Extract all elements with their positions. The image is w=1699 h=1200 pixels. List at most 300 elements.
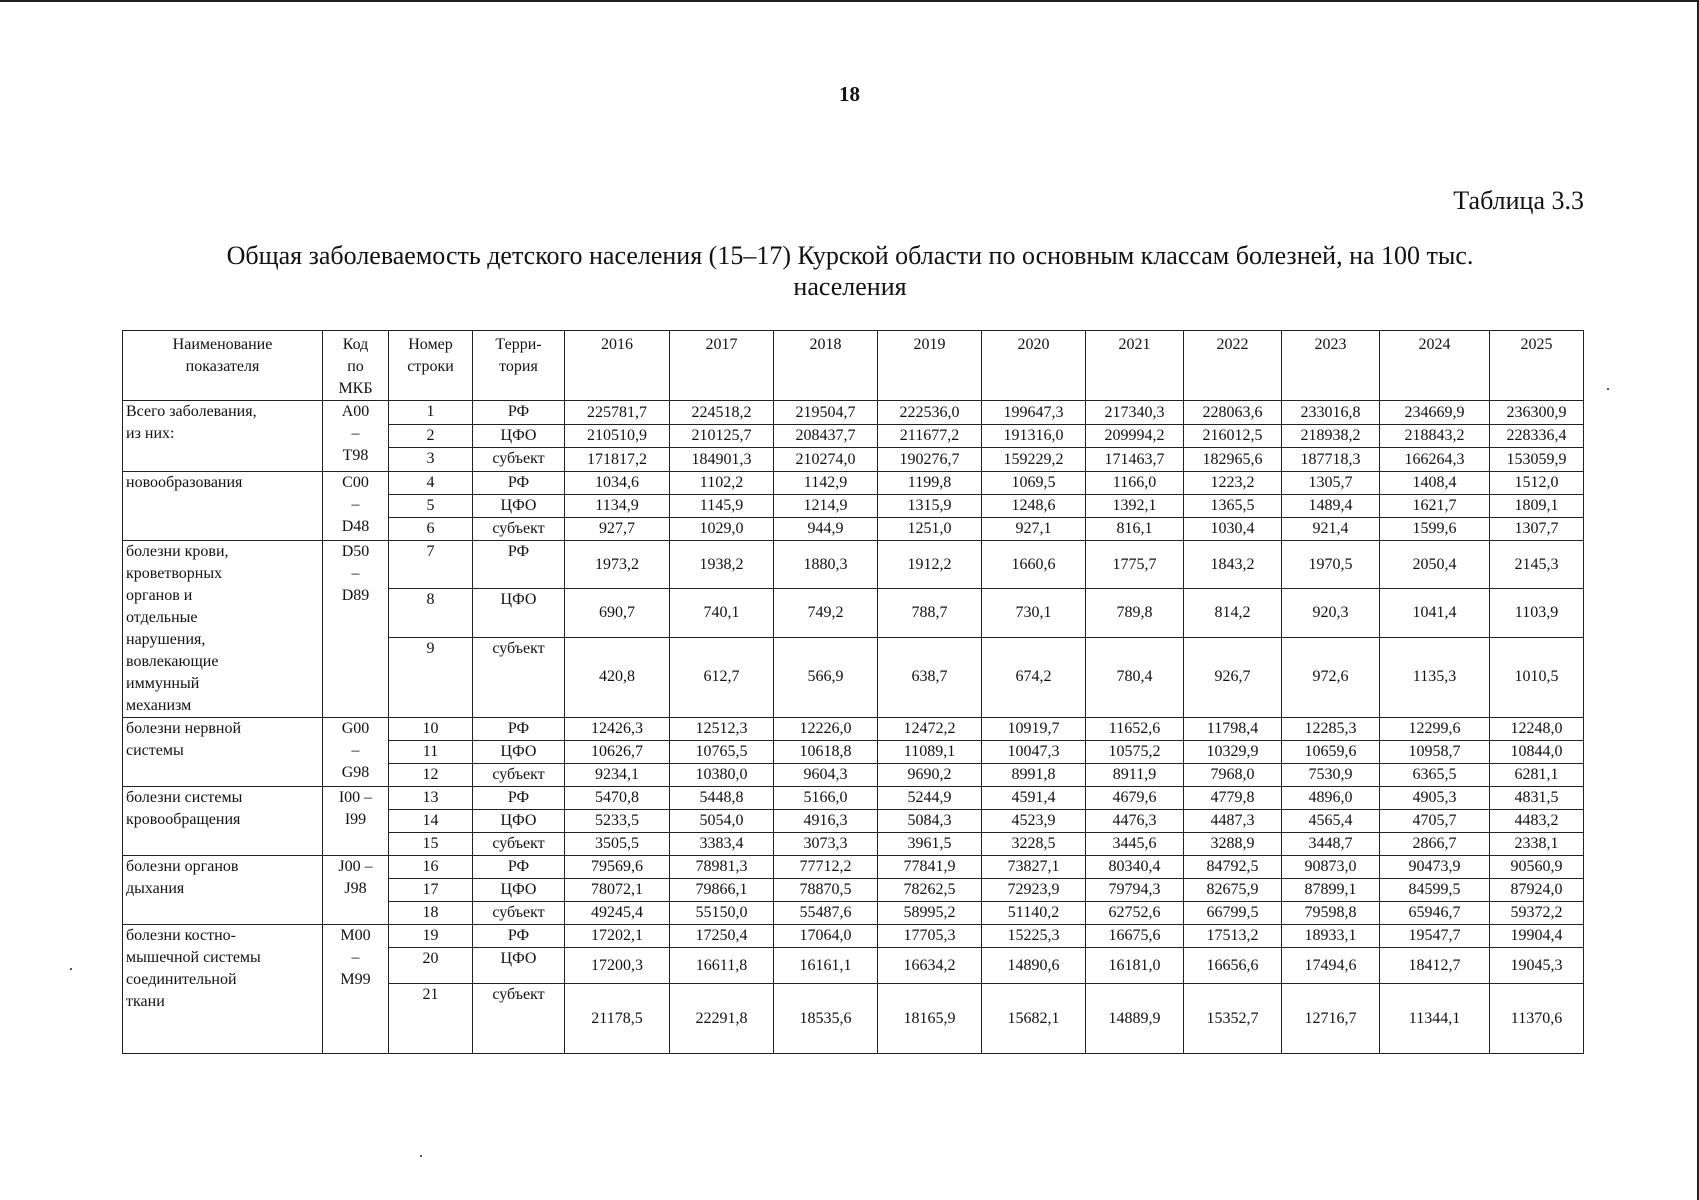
value-cell: 789,8 — [1086, 589, 1184, 637]
icd-code-line: G00 — [341, 720, 370, 737]
value-cell: 6281,1 — [1490, 764, 1584, 787]
value-cell: 1134,9 — [565, 495, 670, 518]
icd-code-line: I99 — [344, 811, 367, 828]
table-body — [123, 401, 1584, 1054]
indicator-name-line: системы — [126, 742, 184, 759]
value-cell: 209994,2 — [1086, 425, 1184, 448]
value-cell: 17064,0 — [774, 925, 878, 948]
row-number-cell: 3 — [389, 448, 473, 472]
value-cell: 1512,0 — [1490, 472, 1584, 495]
value-cell: 82675,9 — [1184, 879, 1282, 902]
value-cell: 66799,5 — [1184, 902, 1282, 925]
value-cell: 7530,9 — [1282, 764, 1380, 787]
value-cell: 1408,4 — [1380, 472, 1490, 495]
indicator-name-line: новообразования — [126, 474, 243, 491]
indicator-name-line: мышечной системы — [126, 949, 261, 966]
value-cell: 49245,4 — [565, 902, 670, 925]
territory-cell: субъект — [473, 984, 565, 1054]
value-cell: 674,2 — [982, 637, 1086, 717]
value-cell: 58995,2 — [878, 902, 982, 925]
header-text: строки — [407, 358, 454, 375]
value-cell: 12512,3 — [670, 718, 774, 741]
header-year: 2022 — [1184, 331, 1282, 401]
value-cell: 3505,5 — [565, 833, 670, 856]
icd-code-line: D89 — [341, 587, 370, 604]
value-cell: 210125,7 — [670, 425, 774, 448]
value-cell: 17705,3 — [878, 925, 982, 948]
value-cell: 4896,0 — [1282, 787, 1380, 810]
territory-cell: РФ — [473, 472, 565, 495]
value-cell: 1365,5 — [1184, 495, 1282, 518]
territory-cell: ЦФО — [473, 741, 565, 764]
value-cell: 18535,6 — [774, 984, 878, 1054]
value-cell: 3073,3 — [774, 833, 878, 856]
value-cell: 222536,0 — [878, 401, 982, 425]
value-cell: 218843,2 — [1380, 425, 1490, 448]
value-cell: 18412,7 — [1380, 948, 1490, 984]
indicator-name-cell — [123, 787, 323, 856]
icd-code-line: C00 — [342, 474, 369, 491]
row-number-cell: 18 — [389, 902, 473, 925]
value-cell: 1102,2 — [670, 472, 774, 495]
icd-code-line: – — [351, 496, 360, 513]
indicator-name-line: из них: — [126, 425, 175, 442]
value-cell: 5054,0 — [670, 810, 774, 833]
value-cell: 1599,6 — [1380, 518, 1490, 541]
value-cell: 10380,0 — [670, 764, 774, 787]
value-cell: 236300,9 — [1490, 401, 1584, 425]
value-cell: 5244,9 — [878, 787, 982, 810]
header-year: 2020 — [982, 331, 1086, 401]
header-row — [123, 331, 1584, 401]
header-indicator-name — [123, 331, 323, 401]
value-cell: 12472,2 — [878, 718, 982, 741]
territory-cell: ЦФО — [473, 589, 565, 637]
row-number-cell: 8 — [389, 589, 473, 637]
indicator-name-line: болезни органов — [126, 858, 239, 875]
value-cell: 78262,5 — [878, 879, 982, 902]
value-cell: 55487,6 — [774, 902, 878, 925]
territory-cell: РФ — [473, 925, 565, 948]
value-cell: 2338,1 — [1490, 833, 1584, 856]
value-cell: 51140,2 — [982, 902, 1086, 925]
value-cell: 1041,4 — [1380, 589, 1490, 637]
icd-code-cell — [323, 925, 389, 1054]
value-cell: 8911,9 — [1086, 764, 1184, 787]
value-cell: 199647,3 — [982, 401, 1086, 425]
indicator-name-line: вовлекающие — [126, 653, 219, 670]
value-cell: 4679,6 — [1086, 787, 1184, 810]
header-text: МКБ — [338, 380, 373, 397]
value-cell: 4916,3 — [774, 810, 878, 833]
value-cell: 234669,9 — [1380, 401, 1490, 425]
value-cell: 1214,9 — [774, 495, 878, 518]
value-cell: 16611,8 — [670, 948, 774, 984]
value-cell: 638,7 — [878, 637, 982, 717]
row-number-cell: 4 — [389, 472, 473, 495]
value-cell: 4476,3 — [1086, 810, 1184, 833]
value-cell: 224518,2 — [670, 401, 774, 425]
header-icd-code — [323, 331, 389, 401]
value-cell: 79569,6 — [565, 856, 670, 879]
value-cell: 2145,3 — [1490, 541, 1584, 589]
page-number: 18 — [839, 82, 860, 106]
value-cell: 77841,9 — [878, 856, 982, 879]
value-cell: 10047,3 — [982, 741, 1086, 764]
value-cell: 1621,7 — [1380, 495, 1490, 518]
value-cell: 5233,5 — [565, 810, 670, 833]
indicator-name-cell — [123, 925, 323, 1054]
value-cell: 11798,4 — [1184, 718, 1282, 741]
header-year: 2025 — [1490, 331, 1584, 401]
indicator-name-line: кровообращения — [126, 811, 241, 828]
value-cell: 10626,7 — [565, 741, 670, 764]
morbidity-table — [122, 330, 1584, 1054]
icd-code-line: I00 – — [338, 789, 373, 806]
icd-code-line: T98 — [342, 447, 369, 464]
value-cell: 10329,9 — [1184, 741, 1282, 764]
value-cell: 1248,6 — [982, 495, 1086, 518]
indicator-name-line: болезни костно- — [126, 927, 236, 944]
icd-code-line: D48 — [341, 518, 370, 535]
icd-code-line: – — [351, 949, 360, 966]
row-number-cell: 20 — [389, 948, 473, 984]
value-cell: 11089,1 — [878, 741, 982, 764]
header-row-number — [389, 331, 473, 401]
value-cell: 16656,6 — [1184, 948, 1282, 984]
value-cell: 2050,4 — [1380, 541, 1490, 589]
header-text: Код — [342, 336, 369, 353]
value-cell: 1305,7 — [1282, 472, 1380, 495]
value-cell: 5084,3 — [878, 810, 982, 833]
value-cell: 944,9 — [774, 518, 878, 541]
value-cell: 10765,5 — [670, 741, 774, 764]
territory-cell: ЦФО — [473, 879, 565, 902]
indicator-name-cell — [123, 856, 323, 925]
scan-speck — [70, 968, 72, 970]
value-cell: 187718,3 — [1282, 448, 1380, 472]
value-cell: 14890,6 — [982, 948, 1086, 984]
value-cell: 73827,1 — [982, 856, 1086, 879]
value-cell: 17250,4 — [670, 925, 774, 948]
value-cell: 1010,5 — [1490, 637, 1584, 717]
icd-code-cell — [323, 401, 389, 472]
territory-cell: субъект — [473, 902, 565, 925]
value-cell: 740,1 — [670, 589, 774, 637]
territory-cell: ЦФО — [473, 495, 565, 518]
row-number-cell: 15 — [389, 833, 473, 856]
row-number-cell: 2 — [389, 425, 473, 448]
value-cell: 780,4 — [1086, 637, 1184, 717]
icd-code-line: G98 — [341, 764, 370, 781]
value-cell: 9690,2 — [878, 764, 982, 787]
value-cell: 17202,1 — [565, 925, 670, 948]
value-cell: 1489,4 — [1282, 495, 1380, 518]
header-text: Номер — [408, 336, 453, 353]
value-cell: 5470,8 — [565, 787, 670, 810]
value-cell: 3383,4 — [670, 833, 774, 856]
value-cell: 90473,9 — [1380, 856, 1490, 879]
value-cell: 4487,3 — [1184, 810, 1282, 833]
indicator-name-cell — [123, 401, 323, 472]
territory-cell: субъект — [473, 448, 565, 472]
header-text: тория — [499, 358, 538, 375]
header-year: 2017 — [670, 331, 774, 401]
value-cell: 59372,2 — [1490, 902, 1584, 925]
indicator-name-line: иммунный — [126, 675, 200, 692]
value-cell: 19904,4 — [1490, 925, 1584, 948]
indicator-name-line: дыхания — [126, 880, 185, 897]
value-cell: 78870,5 — [774, 879, 878, 902]
indicator-name-line: болезни системы — [126, 789, 243, 806]
territory-cell: РФ — [473, 718, 565, 741]
icd-code-line: – — [351, 425, 360, 442]
value-cell: 190276,7 — [878, 448, 982, 472]
row-number-cell: 13 — [389, 787, 473, 810]
value-cell: 3448,7 — [1282, 833, 1380, 856]
table-row — [123, 472, 1584, 495]
territory-cell: ЦФО — [473, 810, 565, 833]
indicator-name-line: отдельные — [126, 609, 198, 626]
value-cell: 15352,7 — [1184, 984, 1282, 1054]
value-cell: 1973,2 — [565, 541, 670, 589]
value-cell: 9234,1 — [565, 764, 670, 787]
value-cell: 1223,2 — [1184, 472, 1282, 495]
row-number-cell: 6 — [389, 518, 473, 541]
value-cell: 1029,0 — [670, 518, 774, 541]
value-cell: 171463,7 — [1086, 448, 1184, 472]
value-cell: 3445,6 — [1086, 833, 1184, 856]
value-cell: 228336,4 — [1490, 425, 1584, 448]
value-cell: 10844,0 — [1490, 741, 1584, 764]
value-cell: 216012,5 — [1184, 425, 1282, 448]
value-cell: 15682,1 — [982, 984, 1086, 1054]
value-cell: 1843,2 — [1184, 541, 1282, 589]
indicator-name-line: механизм — [126, 697, 192, 714]
value-cell: 1030,4 — [1184, 518, 1282, 541]
value-cell: 927,1 — [982, 518, 1086, 541]
indicator-name-line: кроветворных — [126, 565, 223, 582]
value-cell: 72923,9 — [982, 879, 1086, 902]
value-cell: 1912,2 — [878, 541, 982, 589]
icd-code-cell — [323, 856, 389, 925]
value-cell: 1034,6 — [565, 472, 670, 495]
territory-cell: РФ — [473, 401, 565, 425]
scan-speck — [420, 1155, 422, 1157]
value-cell: 18165,9 — [878, 984, 982, 1054]
value-cell: 10618,8 — [774, 741, 878, 764]
value-cell: 6365,5 — [1380, 764, 1490, 787]
icd-code-line: J00 – — [338, 858, 373, 875]
table-row — [123, 856, 1584, 879]
value-cell: 5448,8 — [670, 787, 774, 810]
value-cell: 12426,3 — [565, 718, 670, 741]
value-cell: 420,8 — [565, 637, 670, 717]
value-cell: 18933,1 — [1282, 925, 1380, 948]
value-cell: 210274,0 — [774, 448, 878, 472]
table-row — [123, 925, 1584, 948]
value-cell: 566,9 — [774, 637, 878, 717]
territory-cell: ЦФО — [473, 425, 565, 448]
value-cell: 1166,0 — [1086, 472, 1184, 495]
indicator-name-cell — [123, 718, 323, 787]
value-cell: 612,7 — [670, 637, 774, 717]
header-text: Наименование — [172, 336, 273, 353]
territory-cell: субъект — [473, 764, 565, 787]
value-cell: 7968,0 — [1184, 764, 1282, 787]
header-text: по — [347, 358, 364, 375]
icd-code-line: M00 — [340, 927, 371, 944]
row-number-cell: 1 — [389, 401, 473, 425]
icd-code-cell — [323, 787, 389, 856]
icd-code-line: J98 — [344, 880, 367, 897]
icd-code-line: A00 — [341, 403, 370, 420]
value-cell: 218938,2 — [1282, 425, 1380, 448]
value-cell: 9604,3 — [774, 764, 878, 787]
value-cell: 1069,5 — [982, 472, 1086, 495]
value-cell: 11344,1 — [1380, 984, 1490, 1054]
row-number-cell: 12 — [389, 764, 473, 787]
value-cell: 12248,0 — [1490, 718, 1584, 741]
value-cell: 12299,6 — [1380, 718, 1490, 741]
value-cell: 87899,1 — [1282, 879, 1380, 902]
table-title-line: населения — [793, 272, 907, 301]
row-number-cell: 16 — [389, 856, 473, 879]
value-cell: 4565,4 — [1282, 810, 1380, 833]
icd-code-cell — [323, 472, 389, 541]
value-cell: 219504,7 — [774, 401, 878, 425]
value-cell: 3961,5 — [878, 833, 982, 856]
value-cell: 690,7 — [565, 589, 670, 637]
territory-cell: РФ — [473, 856, 565, 879]
row-number-cell: 10 — [389, 718, 473, 741]
value-cell: 3288,9 — [1184, 833, 1282, 856]
value-cell: 926,7 — [1184, 637, 1282, 717]
header-year: 2016 — [565, 331, 670, 401]
table-label: Таблица 3.3 — [1453, 186, 1584, 215]
row-number-cell: 19 — [389, 925, 473, 948]
table-row — [123, 787, 1584, 810]
value-cell: 19547,7 — [1380, 925, 1490, 948]
indicator-name-cell — [123, 541, 323, 718]
value-cell: 184901,3 — [670, 448, 774, 472]
value-cell: 1938,2 — [670, 541, 774, 589]
value-cell: 84599,5 — [1380, 879, 1490, 902]
value-cell: 11652,6 — [1086, 718, 1184, 741]
value-cell: 8991,8 — [982, 764, 1086, 787]
value-cell: 2866,7 — [1380, 833, 1490, 856]
value-cell: 730,1 — [982, 589, 1086, 637]
scan-border-top — [0, 0, 1699, 2]
indicator-name-line: болезни крови, — [126, 543, 229, 560]
value-cell: 62752,6 — [1086, 902, 1184, 925]
row-number-cell: 5 — [389, 495, 473, 518]
value-cell: 1809,1 — [1490, 495, 1584, 518]
indicator-name-line: болезни нервной — [126, 720, 241, 737]
value-cell: 84792,5 — [1184, 856, 1282, 879]
value-cell: 211677,2 — [878, 425, 982, 448]
value-cell: 78072,1 — [565, 879, 670, 902]
value-cell: 191316,0 — [982, 425, 1086, 448]
row-number-cell: 14 — [389, 810, 473, 833]
value-cell: 159229,2 — [982, 448, 1086, 472]
value-cell: 814,2 — [1184, 589, 1282, 637]
header-year: 2024 — [1380, 331, 1490, 401]
value-cell: 21178,5 — [565, 984, 670, 1054]
value-cell: 4705,7 — [1380, 810, 1490, 833]
indicator-name-cell — [123, 472, 323, 541]
header-year: 2021 — [1086, 331, 1184, 401]
value-cell: 210510,9 — [565, 425, 670, 448]
value-cell: 16675,6 — [1086, 925, 1184, 948]
icd-code-line: M99 — [340, 971, 371, 988]
value-cell: 4779,8 — [1184, 787, 1282, 810]
territory-cell: ЦФО — [473, 948, 565, 984]
territory-cell: РФ — [473, 787, 565, 810]
value-cell: 15225,3 — [982, 925, 1086, 948]
table-row — [123, 401, 1584, 425]
value-cell: 166264,3 — [1380, 448, 1490, 472]
icd-code-line: – — [351, 565, 360, 582]
value-cell: 16161,1 — [774, 948, 878, 984]
value-cell: 208437,7 — [774, 425, 878, 448]
value-cell: 17513,2 — [1184, 925, 1282, 948]
value-cell: 788,7 — [878, 589, 982, 637]
value-cell: 17200,3 — [565, 948, 670, 984]
value-cell: 16181,0 — [1086, 948, 1184, 984]
indicator-name-line: органов и — [126, 587, 193, 604]
value-cell: 4905,3 — [1380, 787, 1490, 810]
value-cell: 22291,8 — [670, 984, 774, 1054]
value-cell: 1775,7 — [1086, 541, 1184, 589]
indicator-name-line: Всего заболевания, — [126, 403, 257, 420]
value-cell: 5166,0 — [774, 787, 878, 810]
value-cell: 816,1 — [1086, 518, 1184, 541]
value-cell: 12716,7 — [1282, 984, 1380, 1054]
value-cell: 12226,0 — [774, 718, 878, 741]
value-cell: 79598,8 — [1282, 902, 1380, 925]
row-number-cell: 9 — [389, 637, 473, 717]
row-number-cell: 21 — [389, 984, 473, 1054]
table-row — [123, 541, 1584, 589]
value-cell: 78981,3 — [670, 856, 774, 879]
header-year: 2023 — [1282, 331, 1380, 401]
value-cell: 1307,7 — [1490, 518, 1584, 541]
value-cell: 10659,6 — [1282, 741, 1380, 764]
row-number-cell: 17 — [389, 879, 473, 902]
value-cell: 1142,9 — [774, 472, 878, 495]
value-cell: 153059,9 — [1490, 448, 1584, 472]
header-year: 2018 — [774, 331, 878, 401]
value-cell: 4591,4 — [982, 787, 1086, 810]
territory-cell: РФ — [473, 541, 565, 589]
value-cell: 10575,2 — [1086, 741, 1184, 764]
row-number-cell: 7 — [389, 541, 473, 589]
icd-code-line: – — [351, 742, 360, 759]
value-cell: 225781,7 — [565, 401, 670, 425]
value-cell: 171817,2 — [565, 448, 670, 472]
value-cell: 3228,5 — [982, 833, 1086, 856]
icd-code-line: D50 — [341, 543, 370, 560]
table-row — [123, 718, 1584, 741]
value-cell: 87924,0 — [1490, 879, 1584, 902]
value-cell: 1392,1 — [1086, 495, 1184, 518]
indicator-name-line: ткани — [126, 993, 165, 1010]
value-cell: 55150,0 — [670, 902, 774, 925]
value-cell: 19045,3 — [1490, 948, 1584, 984]
scan-speck — [1607, 388, 1609, 390]
value-cell: 65946,7 — [1380, 902, 1490, 925]
